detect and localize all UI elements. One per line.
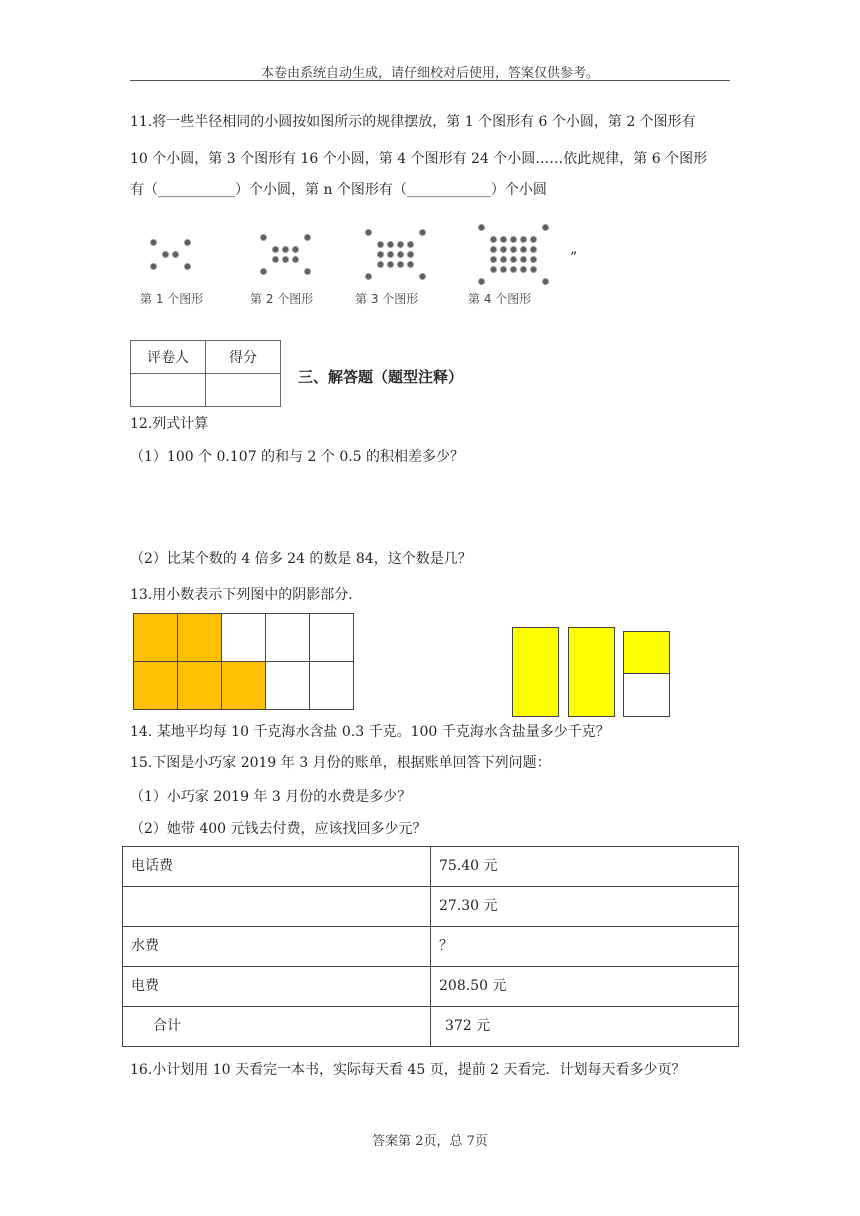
small-circle [304, 268, 311, 275]
section-title: 三、解答题（题型注释） [298, 368, 464, 386]
q12-part2: （2）比某个数的 4 倍多 24 的数是 84，这个数是几？ [130, 551, 472, 567]
small-circle [387, 251, 394, 258]
small-circle [292, 256, 299, 263]
q16-text: 16.小计划用 10 天看完一本书，实际每天看 45 页，提前 2 天看完．计划每天看多少页？ [130, 1062, 686, 1078]
small-circle [478, 224, 485, 231]
small-circle [397, 241, 404, 248]
q15-part2: （2）她带 400 元钱去付费，应该找回多少元？ [130, 821, 427, 837]
bill-amount: 27.30 元 [431, 887, 739, 927]
bill-amount: 372 元 [431, 1007, 739, 1047]
small-circle [184, 263, 191, 270]
small-circle [387, 241, 394, 248]
small-circle [530, 266, 537, 273]
small-circle [260, 234, 267, 241]
small-circle [272, 246, 279, 253]
grid-cell-shaded [133, 661, 178, 710]
pattern-figure-3 [365, 229, 426, 280]
small-circle [490, 266, 497, 273]
trailing-mark: ” [570, 250, 578, 266]
grid-cell-blank [309, 613, 354, 662]
q11-line1: 11.将一些半径相同的小圆按如图所示的规律摆放，第 1 个图形有 6 个小圆，第 2 个图形有 [130, 114, 696, 130]
small-circle [490, 246, 497, 253]
grader-table [130, 340, 281, 407]
q11-line3: 有（___________）个小圆，第 n 个图形有（____________）个小圆 [130, 182, 547, 198]
score-label: 得分 [206, 341, 281, 374]
small-circle [407, 251, 414, 258]
table-row [123, 887, 739, 927]
small-circle [500, 266, 507, 273]
grid-cell-blank [265, 613, 310, 662]
small-circle [407, 241, 414, 248]
small-circle [150, 263, 157, 270]
small-circle [510, 236, 517, 243]
small-circle [542, 224, 549, 231]
small-circle [150, 239, 157, 246]
pattern-figure-2 [260, 234, 311, 275]
grid-cell-blank [265, 661, 310, 710]
bill-amount: 208.50 元 [431, 967, 739, 1007]
bill-item: 电话费 [123, 847, 431, 887]
small-circle [490, 236, 497, 243]
grid-cell-shaded [177, 661, 222, 710]
reviewer-cell [131, 374, 206, 407]
small-circle [397, 261, 404, 268]
small-circle [184, 239, 191, 246]
figure-label: 第 2 个图形 [250, 292, 314, 306]
pattern-figure-1 [150, 239, 191, 270]
small-circle [162, 251, 169, 258]
small-circle [407, 261, 414, 268]
score-cell [206, 374, 281, 407]
small-circle [500, 256, 507, 263]
q14-text: 14. 某地平均每 10 千克海水含盐 0.3 千克。100 千克海水含盐量多少千克？ [130, 724, 610, 740]
bar-partial [623, 631, 670, 717]
bill-amount: 75.40 元 [431, 847, 739, 887]
grid-cell-shaded [133, 613, 178, 662]
figure-label: 第 1 个图形 [140, 292, 204, 306]
small-circle [500, 246, 507, 253]
circle-pattern-figures [130, 210, 600, 310]
small-circle [530, 256, 537, 263]
figure-label: 第 4 个图形 [468, 292, 532, 306]
bill-table [122, 846, 739, 1047]
small-circle [419, 229, 426, 236]
small-circle [397, 251, 404, 258]
table-row [123, 967, 739, 1007]
small-circle [172, 251, 179, 258]
small-circle [478, 278, 485, 285]
grid-cell-blank [309, 661, 354, 710]
small-circle [377, 251, 384, 258]
grid-cell-blank [221, 613, 266, 662]
figure-label: 第 3 个图形 [355, 292, 419, 306]
small-circle [377, 261, 384, 268]
bill-item: 电费 [123, 967, 431, 1007]
small-circle [365, 229, 372, 236]
small-circle [520, 266, 527, 273]
small-circle [520, 236, 527, 243]
small-circle [510, 256, 517, 263]
small-circle [490, 256, 497, 263]
page-footer: 答案第 2页，总 7页 [372, 1134, 488, 1149]
small-circle [292, 246, 299, 253]
pattern-figure-4 [478, 224, 549, 285]
small-circle [304, 234, 311, 241]
grid-cell-shaded [177, 613, 222, 662]
small-circle [510, 246, 517, 253]
table-row [123, 847, 739, 887]
small-circle [282, 256, 289, 263]
bar-full [512, 627, 559, 717]
small-circle [530, 246, 537, 253]
q15-title: 15.下图是小巧家 2019 年 3 月份的账单，根据账单回答下列问题： [130, 755, 551, 771]
shaded-grid [133, 613, 355, 709]
q11-line2: 10 个小圆，第 3 个图形有 16 个小圆，第 4 个图形有 24 个小圆……依此规律，第 6 个图形 [130, 151, 708, 167]
small-circle [510, 266, 517, 273]
small-circle [419, 273, 426, 280]
small-circle [520, 256, 527, 263]
bill-item: 合计 [123, 1007, 431, 1047]
small-circle [500, 236, 507, 243]
table-row [123, 1007, 739, 1047]
bar-full [568, 627, 615, 717]
small-circle [260, 268, 267, 275]
q12-title: 12.列式计算 [130, 416, 209, 432]
header-rule [130, 80, 730, 81]
bar-partial-fill [624, 632, 669, 674]
q15-part1: （1）小巧家 2019 年 3 月份的水费是多少？ [130, 789, 412, 805]
reviewer-label: 评卷人 [131, 341, 206, 374]
small-circle [272, 256, 279, 263]
q13-title: 13.用小数表示下列图中的阴影部分. [130, 587, 353, 603]
small-circle [387, 261, 394, 268]
page-header-note: 本卷由系统自动生成，请仔细校对后使用，答案仅供参考。 [260, 66, 599, 81]
small-circle [542, 278, 549, 285]
shaded-bars [512, 627, 678, 717]
small-circle [282, 246, 289, 253]
small-circle [520, 246, 527, 253]
table-row [123, 927, 739, 967]
q12-part1: （1）100 个 0.107 的和与 2 个 0.5 的积相差多少？ [130, 449, 465, 465]
bill-amount: ？ [431, 927, 739, 967]
small-circle [365, 273, 372, 280]
small-circle [377, 241, 384, 248]
grid-cell-shaded [221, 661, 266, 710]
bill-item: 水费 [123, 927, 431, 967]
bill-item [123, 887, 431, 927]
small-circle [530, 236, 537, 243]
